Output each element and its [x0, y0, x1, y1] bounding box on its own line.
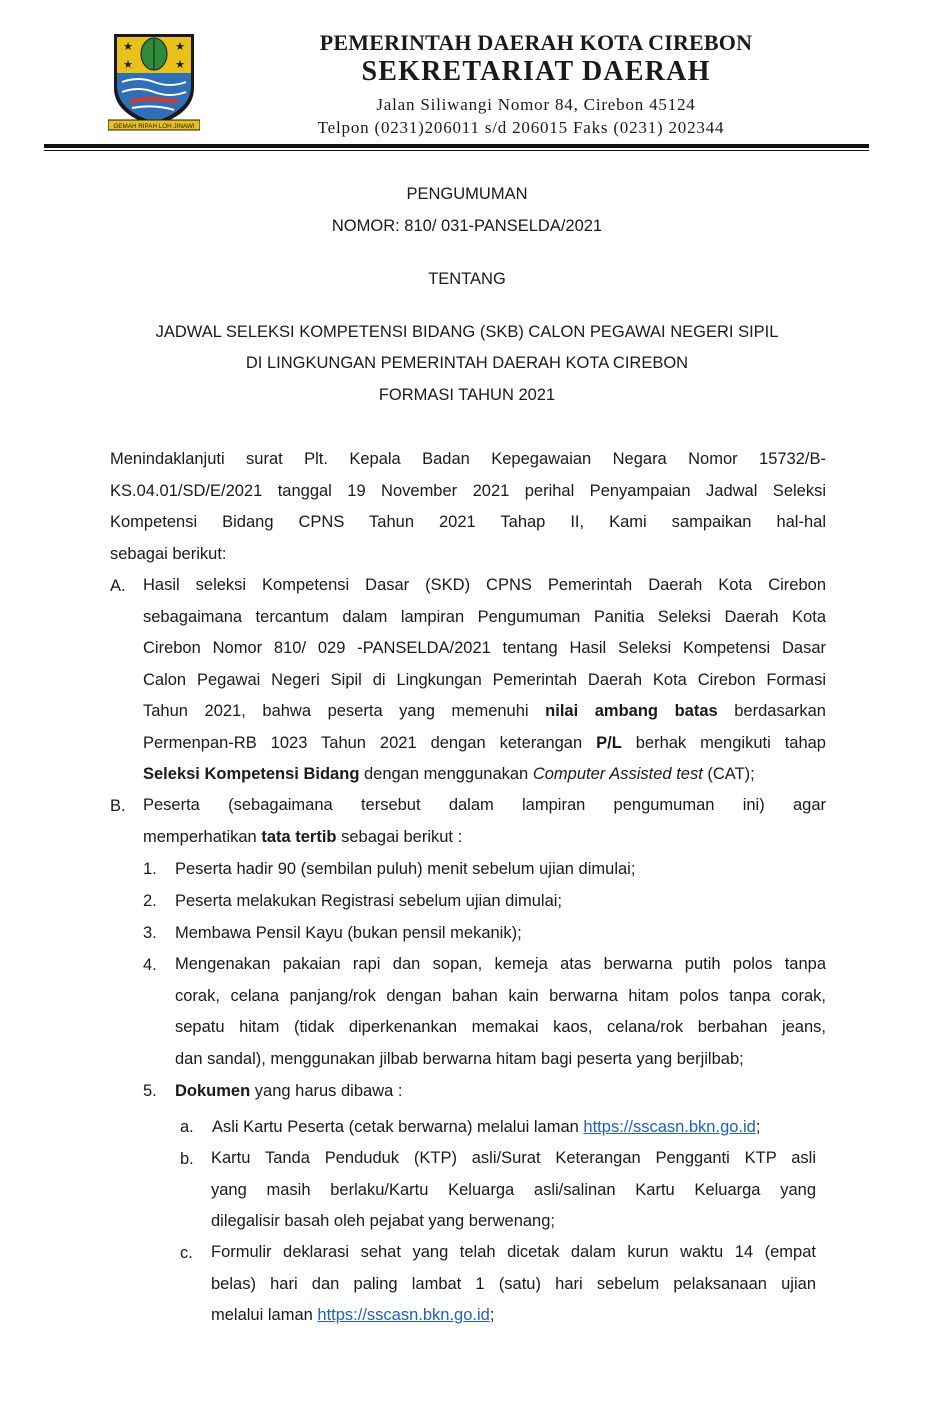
section-a-line: Hasil seleksi Kompetensi Dasar (SKD) CPNS Pemerintah Daerah Kota Cirebon	[143, 576, 826, 594]
sub-b-line: dilegalisir basah oleh pejabat yang berwenang;	[211, 1212, 555, 1230]
item-4-line: corak, celana panjang/rok dengan bahan kain berwarna hitam polos tanpa corak,	[175, 986, 826, 1005]
letterhead-rule-thick	[44, 144, 869, 148]
sub-c-marker: c.	[180, 1244, 193, 1262]
subject-line-2: DI LINGKUNGAN PEMERINTAH DAERAH KOTA CIREBON	[245, 354, 689, 372]
sub-a-text: Asli Kartu Peserta (cetak berwarna) melalui laman https://sscasn.bkn.go.id;	[212, 1118, 761, 1136]
section-a-line: Calon Pegawai Negeri Sipil di Lingkungan Pemerintah Daerah Kota Cirebon Formasi	[143, 670, 826, 689]
section-a-line: sebagaimana tercantum dalam lampiran Pengumuman Panitia Seleksi Daerah Kota	[143, 607, 826, 626]
item-4-line: sepatu hitam (tidak diperkenankan memakai kaos, celana/rok berbahan jeans,	[175, 1018, 826, 1036]
svg-text:★: ★	[123, 41, 133, 53]
letterhead-government: PEMERINTAH DAERAH KOTA CIREBON	[319, 30, 753, 55]
sub-c-line: melalui laman https://sscasn.bkn.go.id;	[211, 1306, 495, 1324]
letterhead-rule-thin	[44, 150, 869, 151]
sub-b-line: Kartu Tanda Penduduk (KTP) asli/Surat Keterangan Pengganti KTP asli	[211, 1149, 816, 1167]
subject-line-3: FORMASI TAHUN 2021	[378, 386, 556, 404]
announcement-number: NOMOR: 810/ 031-PANSELDA/2021	[331, 217, 603, 235]
sscasn-link[interactable]: https://sscasn.bkn.go.id	[317, 1306, 490, 1324]
item-3-text: Membawa Pensil Kayu (bukan pensil mekanik);	[175, 924, 522, 942]
item-1-text: Peserta hadir 90 (sembilan puluh) menit sebelum ujian dimulai;	[175, 860, 636, 878]
section-b-line: Peserta (sebagaimana tersebut dalam lampiran pengumuman ini) agar	[143, 796, 826, 814]
item-1-number: 1.	[143, 860, 157, 878]
item-3-number: 3.	[143, 924, 157, 942]
section-a-line: Cirebon Nomor 810/ 029 -PANSELDA/2021 tentang Hasil Seleksi Kompetensi Dasar	[143, 639, 826, 657]
item-4-number: 4.	[143, 956, 157, 974]
svg-text:★: ★	[175, 41, 185, 53]
item-5-text: Dokumen yang harus dibawa :	[175, 1082, 403, 1100]
intro-line: KS.04.01/SD/E/2021 tanggal 19 November 2021 perihal Penyampaian Jadwal Seleksi	[110, 481, 826, 500]
letterhead-address: Jalan Siliwangi Nomor 84, Cirebon 45124	[376, 95, 696, 114]
sub-a-marker: a.	[180, 1118, 194, 1136]
intro-line: sebagai berikut:	[110, 544, 227, 563]
item-4-text	[175, 949, 826, 1075]
intro-line: Menindaklanjuti surat Plt. Kepala Badan Kepegawaian Negara Nomor 15732/B-	[110, 450, 826, 468]
intro-line: Kompetensi Bidang CPNS Tahun 2021 Tahap II, Kami sampaikan hal-hal	[110, 513, 826, 531]
documents-emphasis: Dokumen	[175, 1082, 251, 1100]
announcement-about: TENTANG	[428, 270, 506, 288]
sub-b-text	[211, 1143, 816, 1238]
letterhead-office: SEKRETARIAT DAERAH	[361, 56, 711, 87]
sub-c-line: belas) hari dan paling lambat 1 (satu) hari sebelum pelaksanaan ujian	[211, 1274, 816, 1293]
svg-text:★: ★	[123, 59, 133, 71]
sscasn-link[interactable]: https://sscasn.bkn.go.id	[583, 1118, 756, 1136]
section-a-line: Permenpan-RB 1023 Tahun 2021 dengan keterangan P/L berhak mengikuti tahap	[143, 733, 826, 752]
item-2-text: Peserta melakukan Registrasi sebelum ujian dimulai;	[175, 892, 563, 910]
section-a-marker: A.	[110, 577, 126, 595]
item-4-line: Mengenakan pakaian rapi dan sopan, kemeja atas berwarna putih polos tanpa	[175, 955, 826, 973]
logo-motto: GEMAH RIPAH LOH JINAWI	[113, 123, 195, 130]
section-b-line: memperhatikan tata tertib sebagai berikut :	[143, 827, 463, 846]
item-2-number: 2.	[143, 892, 157, 910]
sub-b-marker: b.	[180, 1150, 194, 1168]
sub-b-line: yang masih berlaku/Kartu Keluarga asli/salinan Kartu Keluarga yang	[211, 1180, 816, 1199]
rules-emphasis: tata tertib	[261, 827, 337, 846]
letterhead-phone: Telpon (0231)206011 s/d 206015 Faks (0231) 202344	[317, 118, 725, 137]
skb-emphasis: Seleksi Kompetensi Bidang	[143, 765, 360, 783]
sub-c-line: Formulir deklarasi sehat yang telah dicetak dalam kurun waktu 14 (empat	[211, 1243, 816, 1261]
threshold-emphasis: nilai ambang batas	[545, 702, 718, 720]
item-5-number: 5.	[143, 1082, 157, 1100]
section-a-text	[143, 570, 826, 791]
section-b-text	[143, 790, 826, 853]
section-a-line: Tahun 2021, bahwa peserta yang memenuhi nilai ambang batas berdasarkan	[143, 702, 826, 720]
section-a-line: Seleksi Kompetensi Bidang dengan menggunakan Computer Assisted test (CAT);	[143, 765, 755, 783]
pl-emphasis: P/L	[596, 733, 622, 752]
intro-paragraph	[110, 444, 826, 570]
svg-text:★: ★	[175, 59, 185, 71]
section-b-marker: B.	[110, 797, 126, 815]
sub-c-text	[211, 1237, 816, 1332]
announcement-heading: PENGUMUMAN	[406, 185, 528, 203]
cat-emphasis: Computer Assisted test	[532, 765, 703, 783]
subject-line-1: JADWAL SELEKSI KOMPETENSI BIDANG (SKB) CALON PEGAWAI NEGERI SIPIL	[155, 323, 779, 341]
item-4-line: dan sandal), menggunakan jilbab berwarna hitam bagi peserta yang berjilbab;	[175, 1049, 744, 1068]
